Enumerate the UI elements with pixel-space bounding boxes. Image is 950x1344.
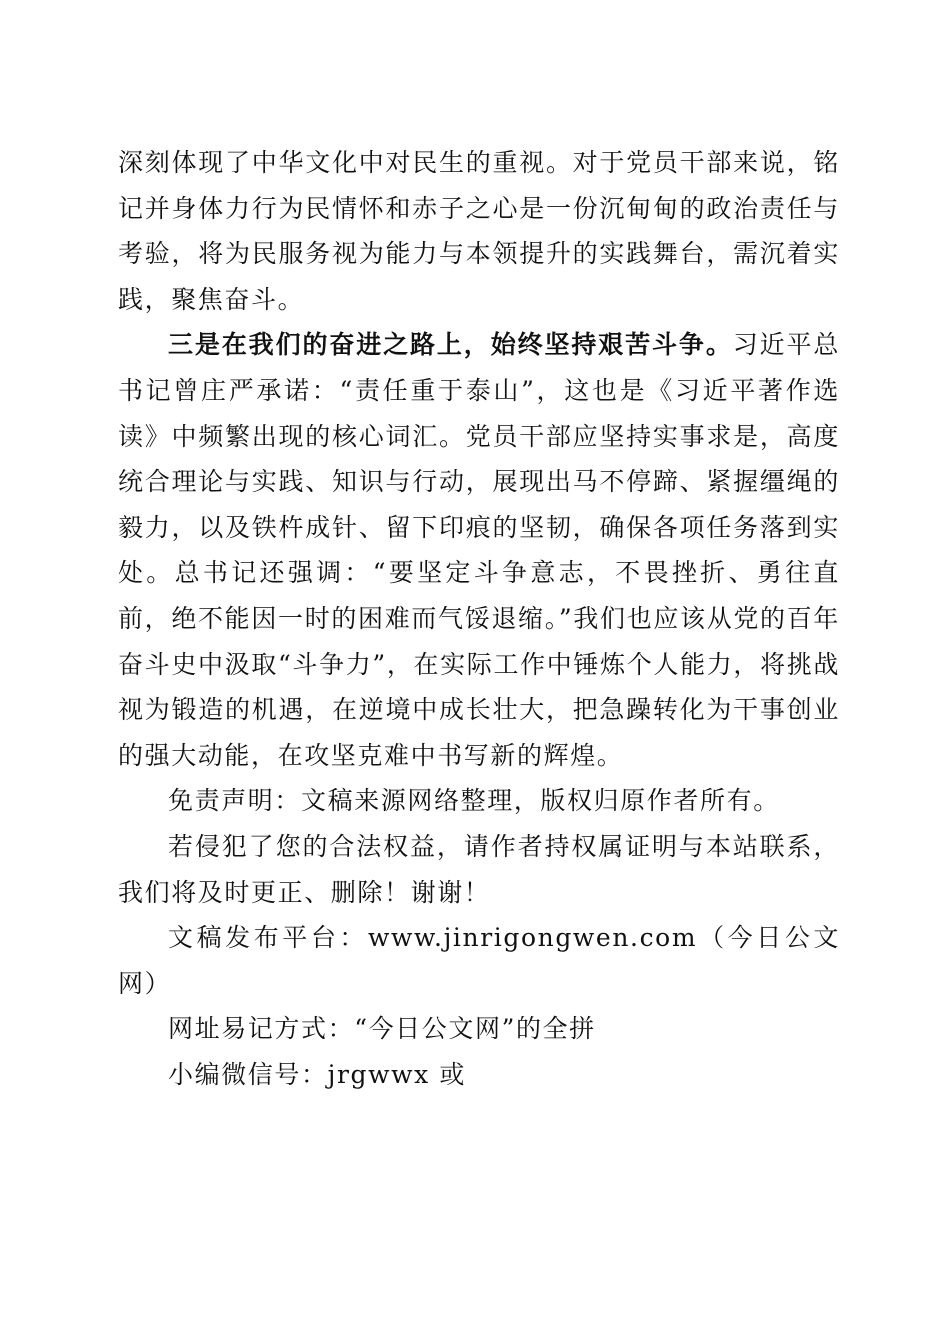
url-memo-line: 网址易记方式：“今日公文网”的全拼: [168, 1014, 596, 1044]
document-body: [118, 140, 840, 1097]
paragraph-lead-heading: 三是在我们的奋进之路上，始终坚持艰苦斗争。: [168, 330, 733, 360]
paragraph-continuation: [118, 140, 840, 322]
wechat-line: 小编微信号：jrgwwx 或: [168, 1059, 466, 1089]
disclaimer-line: 免责声明：文稿来源网络整理，版权归原作者所有。: [168, 786, 780, 816]
paragraph-text: 深刻体现了中华文化中对民生的重视。对于党员干部来说，铭记并身体力行为民情怀和赤子之心是一份沉甸甸的政治责任与考验，将为民服务视为能力与本领提升的实践舞台，需沉着实践，聚焦奋斗。: [118, 148, 840, 314]
paragraph-text: 习近平总书记曾庄严承诺：“责任重于泰山”，这也是《习近平著作选读》中频繁出现的核心词汇。党员干部应坚持实事求是，高度统合理论与实践、知识与行动，展现出马不停蹄、紧握缰绳的毅力，以及铁杵成针、留下印痕的坚韧，确保各项任务落到实处。总书记还强调：“要坚定斗争意志，不畏挫折、勇往直前，绝不能因一时的困难而气馁退缩。”我们也应该从党的百年奋斗史中汲取“斗争力”，在实际工作中锤炼个人能力，将挑战视为锻造的机遇，在逆境中成长壮大，把急躁转化为干事创业的强大动能，在攻坚克难中书写新的辉煌。: [118, 330, 840, 770]
paragraph-point-three: [118, 322, 840, 778]
infringement-notice: 若侵犯了您的合法权益，请作者持权属证明与本站联系，我们将及时更正、删除！谢谢！: [118, 831, 840, 907]
platform-line: 文稿发布平台：www.jinrigongwen.com（今日公文网）: [118, 923, 840, 998]
